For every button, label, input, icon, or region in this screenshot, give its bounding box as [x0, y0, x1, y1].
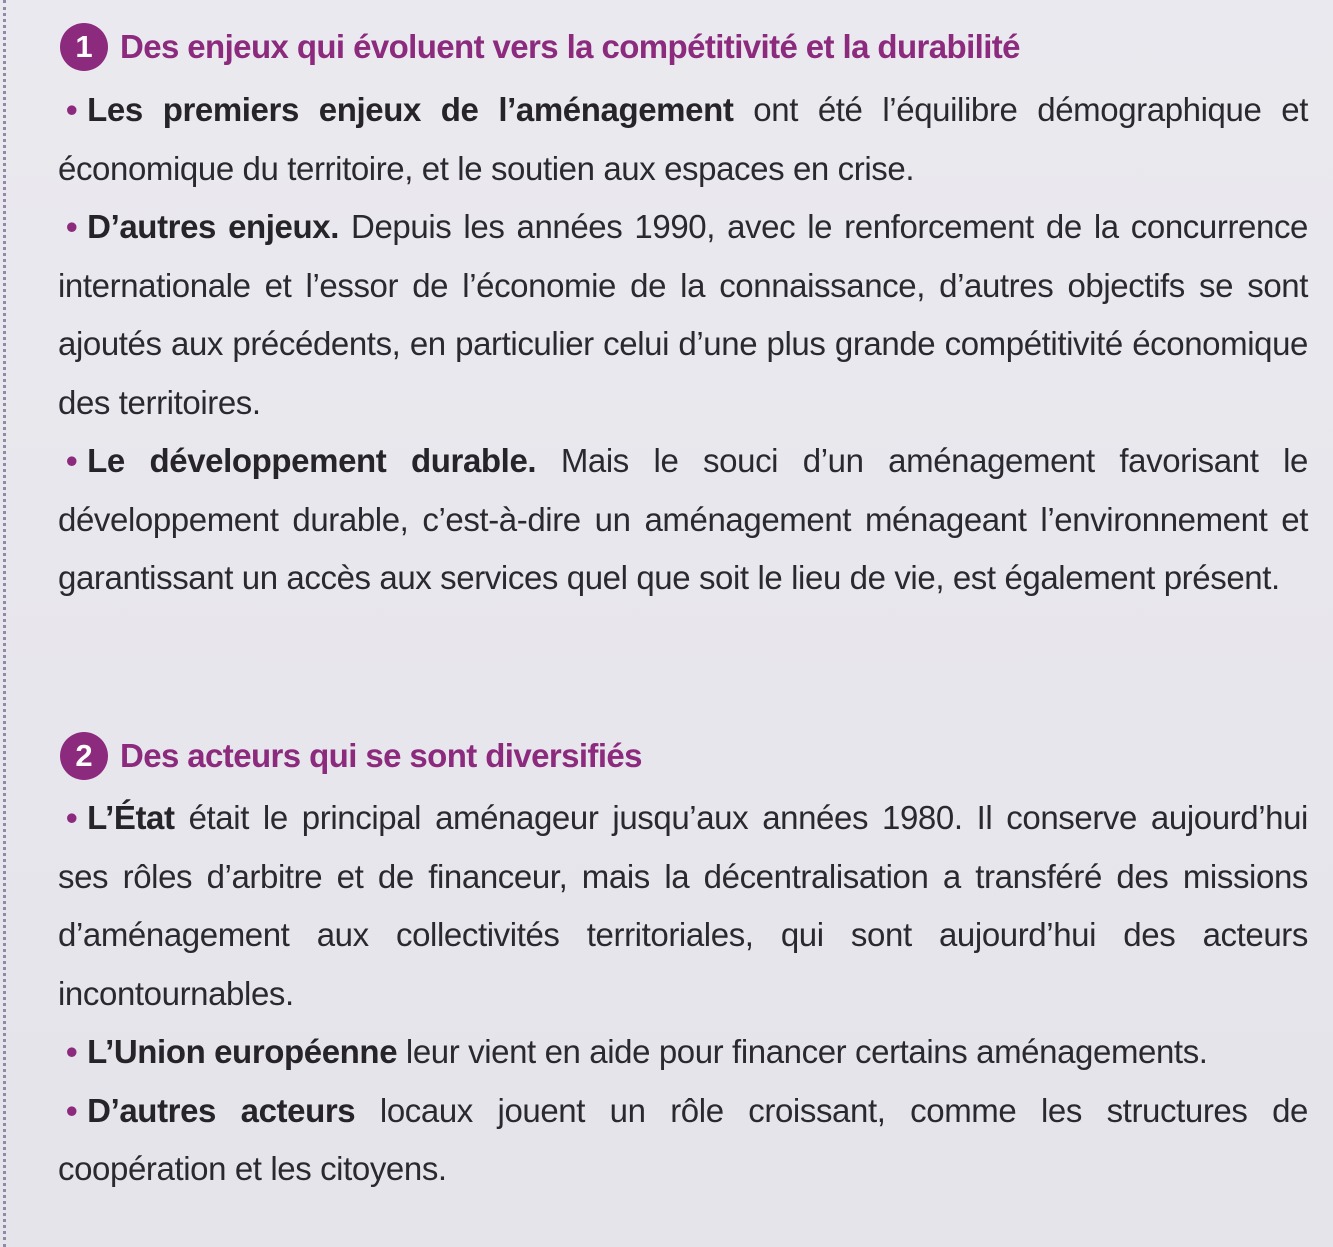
- paragraph-lead: L’État: [87, 799, 175, 836]
- paragraph-lead: Le développement durable.: [87, 442, 537, 479]
- section-title: Des enjeux qui évoluent vers la compétitivité et la durabilité: [120, 28, 1020, 65]
- paragraph-union-europeenne: [58, 1023, 1308, 1082]
- bullet-icon: •: [66, 91, 78, 128]
- section-title: Des acteurs qui se sont diversifiés: [120, 737, 642, 774]
- section-enjeux: [58, 22, 1308, 608]
- paragraph-lead: Les premiers enjeux de l’aménagement: [87, 91, 734, 128]
- bullet-icon: •: [66, 208, 78, 245]
- section-number-badge: 1: [60, 23, 108, 71]
- paragraph-lead: L’Union européenne: [87, 1033, 398, 1070]
- section-acteurs: [58, 731, 1308, 1199]
- section-heading: [60, 22, 1308, 72]
- paragraph-lead: D’autres enjeux.: [87, 208, 339, 245]
- paragraph-text: leur vient en aide pour financer certains aménagements.: [397, 1033, 1208, 1070]
- paragraph-text: locaux jouent un rôle croissant, comme les structures de coopération et les citoyens.: [58, 1091, 1309, 1187]
- paragraph-autres-enjeux: [58, 198, 1308, 432]
- bullet-icon: •: [66, 799, 78, 836]
- paragraph-etat: [58, 789, 1308, 1023]
- bullet-icon: •: [66, 442, 78, 479]
- paragraph-autres-acteurs: [58, 1082, 1308, 1199]
- paragraph-text: ont été l’équilibre démographique et économique du territoire, et le soutien aux espaces en crise.: [58, 91, 1308, 187]
- paragraph-text: Mais le souci d’un aménagement favorisant le développement durable, c’est-à-dire un aménagement ménageant l’environnement et garantissant un accès aux services quel que soit le lieu de vie, est également présent.: [58, 442, 1308, 596]
- paragraph-text: était le principal aménageur jusqu’aux années 1980. Il conserve aujourd’hui ses rôles d’arbitre et de financeur, mais la décentralisation a transféré des missions d’aménagement aux collectivités territoriales, qui sont aujourd’hui des acteurs incontournables.: [58, 799, 1308, 1012]
- section-number-badge: 2: [60, 732, 108, 780]
- section-heading: [60, 731, 1308, 781]
- bullet-icon: •: [66, 1091, 78, 1129]
- paragraph-developpement-durable: [58, 432, 1308, 608]
- dotted-margin-line: [3, 0, 6, 1247]
- paragraph-lead: D’autres acteurs: [87, 1091, 356, 1129]
- paragraph-premiers-enjeux: [58, 81, 1308, 198]
- bullet-icon: •: [66, 1033, 78, 1070]
- paragraph-text: Depuis les années 1990, avec le renforcement de la concurrence internationale et l’essor de l’économie de la connaissance, d’autres objectifs se sont ajoutés aux précédents, en particulier celui d’une plus grande compétitivité économique des territoires.: [58, 208, 1308, 421]
